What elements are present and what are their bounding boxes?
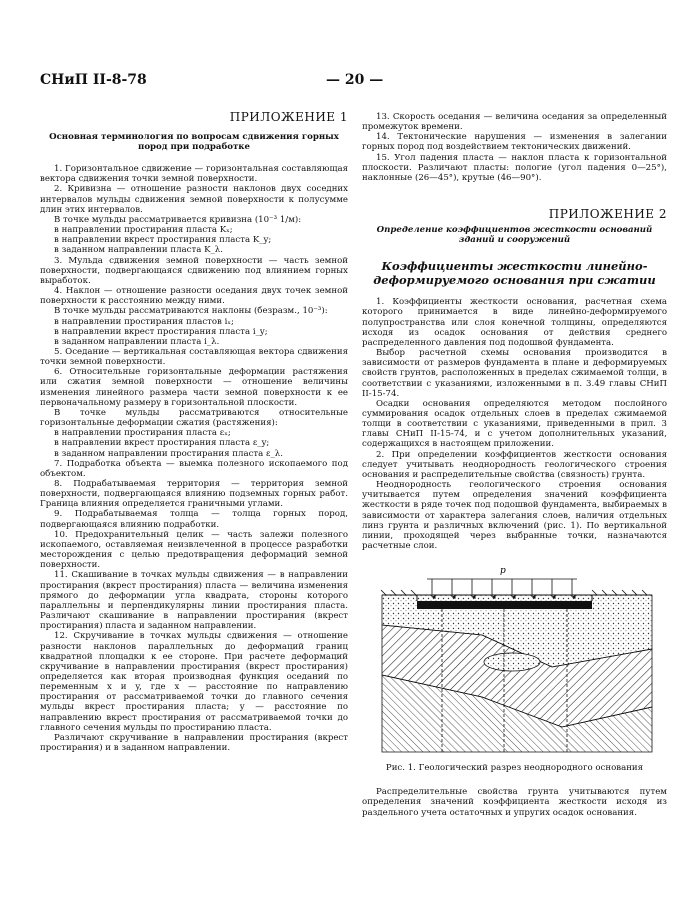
paragraph: Распределительные свойства грунта учитываются путем определения значений коэффициента жесткости исходя из раздельного учета остаточных и упругих осадок основания.: [362, 787, 667, 818]
foundation: [417, 601, 592, 609]
list-item: в заданном направлении пласта K_λ.: [54, 245, 223, 256]
paragraph: 9. Подрабатываемая толща — толща горных пород, подвергающаяся влиянию подработки.: [40, 509, 348, 530]
paragraph: Различают скручивание в направлении простирания (вкрест простирания) и в заданном направлении.: [40, 732, 348, 754]
paragraph: В точке мульды рассматривается кривизна (10⁻³ 1/м):: [54, 214, 302, 225]
paragraph: 1. Коэффициенты жесткости основания, расчетная схема которого принимается в виде линейно-деформируемого полупространства или слоя конечной толщины, определяются исходя из осадок основания от действия среднего распределенного давления под подошвой фундамента.: [362, 297, 667, 348]
paragraph: 3. Мульда сдвижения земной поверхности — часть земной поверхности, подвергающаяся сдвижению под влиянием горных выработок.: [40, 255, 348, 286]
page-number: — 20 —: [326, 72, 384, 88]
paragraph: 12. Скручивание в точках мульды сдвижения — отношение разности наклонов параллельных до деформаций границ квадратной площадки к ее стороне. При расчете деформаций скручивание в направлении простирания (вкрест простирания) определяется как вторая производная функция оседаний по переменным x и y, где x — расстояние по направлению простирания от рассматриваемой точки до главного сечения мульды вкрест простирания пласта; y — расстояние по направлению вкрест простирания от рассматриваемой точки до главного сечения мульды по простиранию пласта.: [40, 631, 348, 733]
ground-surface: [381, 590, 652, 595]
appendix-2-section-title: Определение коэффициентов жесткости оснований зданий и сооружений: [376, 225, 653, 246]
list-item: в направлении простирания пласта εₓ;: [54, 428, 231, 439]
appendix-1-section-title: Основная терминология по вопросам сдвижения горных пород при подработке: [49, 132, 339, 153]
paragraph: 5. Оседание — вертикальная составляющая вектора сдвижения точки земной поверхности.: [40, 346, 348, 368]
paragraph: Осадки основания определяются методом послойного суммирования осадок отдельных слоев в пределах сжимаемой толщи в соответствии с указаниями, приведенными в прил. 3 главы СНиП II-15-74, и с учетом дополнительных указаний, содержащихся в настоящем приложении.: [362, 398, 667, 450]
paragraph: 14. Тектонические нарушения — изменения в залегании горных пород под воздействием тектонических движений.: [362, 132, 667, 153]
paragraph: 11. Скашивание в точках мульды сдвижения — в направлении простирания (вкрест простирания) пласта — величина изменения прямого до деформации угла квадрата, стороны которого параллельны и перпендикулярны линии простирания пласта. Различают скашивание в направлении простирания (вкрест простирания) пласта и заданном направлении.: [40, 570, 348, 632]
list-item: в направлении вкрест простирания пласта i_y;: [54, 326, 268, 337]
paragraph: Неоднородность геологического строения основания учитывается путем определения значений коэффициента жесткости в ряде точек под подошвой фундамента, выбираемых в зависимости от характера залегания слоев, наличия отдельных линз грунта и различных включений (рис. 1). По вертикальной линии, проходящей через выбранные точки, назначаются расчетные слои.: [362, 480, 667, 551]
appendix-2-title: ПРИЛОЖЕНИЕ 2: [548, 207, 667, 222]
list-item: в направлении простирания пласта Kₓ;: [54, 225, 233, 236]
list-item: в направлении вкрест простирания пласта K_y;: [54, 235, 272, 246]
paragraph: 7. Подработка объекта — выемка полезного ископаемого под объектом.: [40, 458, 348, 479]
paragraph: В точке мульды рассматриваются относительные горизонтальные деформации сжатия (растяжения):: [40, 407, 348, 429]
paragraph: В точке мульды рассматриваются наклоны (безразм., 10⁻³):: [54, 306, 328, 317]
list-item: в направлении вкрест простирания пласта ε_y;: [54, 438, 270, 449]
appendix-1-title: ПРИЛОЖЕНИЕ 1: [229, 110, 348, 124]
pressure-label: p: [500, 566, 506, 577]
paragraph: 1. Горизонтальное сдвижение — горизонтальная составляющая вектора сдвижения точки земной поверхности.: [40, 164, 348, 185]
left-column: [40, 112, 348, 753]
figure-caption: Рис. 1. Геологический разрез неоднородного основания: [385, 763, 644, 774]
right-column: [362, 112, 667, 818]
geological-section-drawing: [362, 557, 667, 759]
list-item: в направлении простирания пластов iₓ;: [54, 316, 234, 327]
paragraph: 13. Скорость оседания — величина оседания за определенный промежуток времени.: [362, 112, 667, 133]
geological-section-figure: [362, 557, 667, 759]
paragraph: 8. Подрабатываемая территория — территория земной поверхности, подвергающаяся влиянию подземных горных работ. Граница влияния определяется граничными углами.: [40, 479, 348, 510]
paragraph: 4. Наклон — отношение разности оседания двух точек земной поверхности к расстоянию между ними.: [40, 286, 348, 307]
paragraph: 2. При определении коэффициентов жесткости основания следует учитывать неоднородность геологического строения основания и распределительные свойства (связность) грунта.: [362, 449, 667, 480]
paragraph: 6. Относительные горизонтальные деформации растяжения или сжатия земной поверхности — отношение величины изменения линейного размера части земной поверхности к ее первоначальному размеру в горизонтальной плоскости.: [40, 367, 348, 408]
paragraph: 10. Предохранительный целик — часть залежи полезного ископаемого, оставляемая неизвлеченной в процессе разработки месторождения с целью предотвращения деформаций земной поверхности.: [40, 529, 348, 571]
main-heading: Коэффициенты жесткости линейно-деформируемого основания при сжатии: [373, 259, 656, 288]
pressure-arrows: [427, 579, 577, 597]
paragraph: 2. Кривизна — отношение разности наклонов двух соседних интервалов мульды сдвижения земной поверхности к полусумме длин этих интервалов.: [40, 184, 348, 215]
list-item: в заданном направлении пласта i_λ.: [54, 336, 220, 347]
list-item: в заданном направлении простирания пласта ε_λ.: [54, 448, 283, 459]
paragraph: Выбор расчетной схемы основания производится в зависимости от размеров фундамента в плане и деформируемых свойств грунтов, расположенных в пределах сжимаемой толщи, в соответствии с указаниями, изложенными в п. 3.49 главы СНиП II-15-74.: [362, 348, 667, 399]
paragraph: 15. Угол падения пласта — наклон пласта к горизонтальной плоскости. Различают пласты: пологие (угол падения 0—25°), наклонные (26—45°), крутые (46—90°).: [362, 152, 667, 183]
document-code: СНиП II-8-78: [40, 72, 147, 88]
